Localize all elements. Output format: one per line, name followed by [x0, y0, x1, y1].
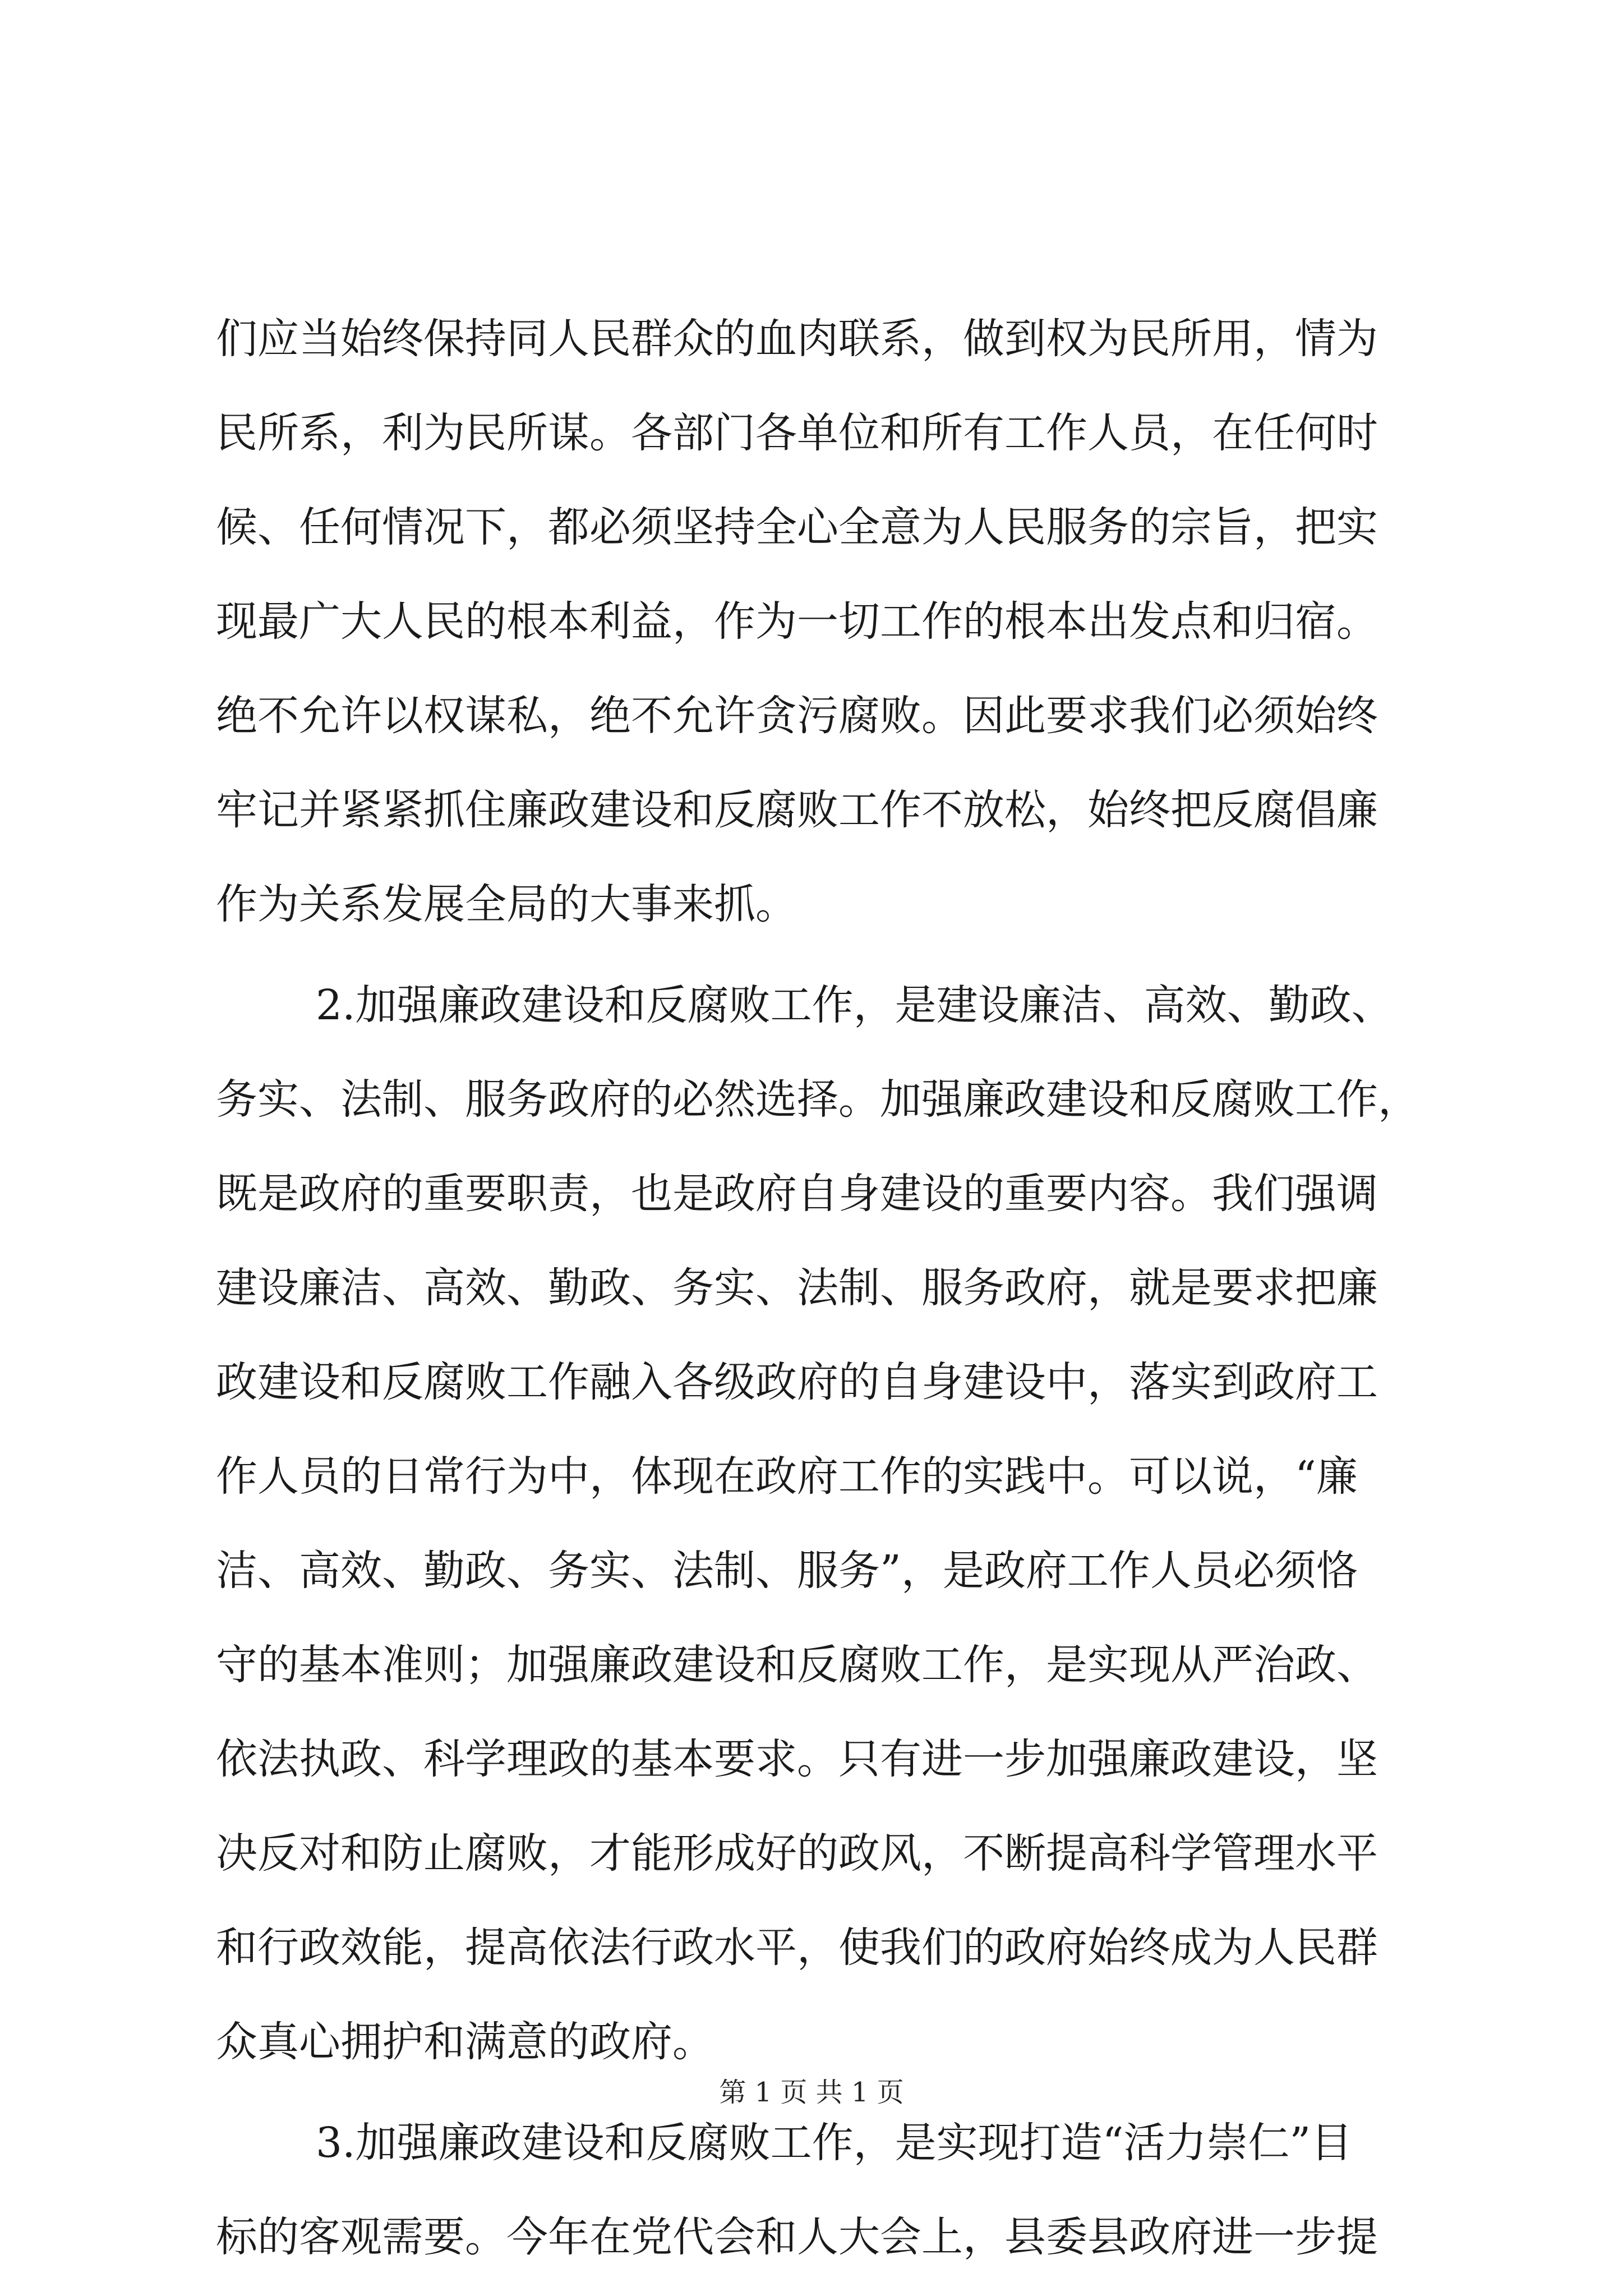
text-line: 3.加强廉政建设和反腐败工作，是实现打造“活力崇仁”目: [316, 2119, 1353, 2167]
paragraph-1: [216, 292, 1413, 951]
text-line: 决反对和防止腐败，才能形成好的政风，不断提高科学管理水平: [216, 1829, 1378, 1878]
text-line: 2.加强廉政建设和反腐败工作，是建设廉洁、高效、勤政、: [316, 981, 1393, 1029]
text-line: 作人员的日常行为中，体现在政府工作的实践中。可以说，“廉: [216, 1452, 1358, 1501]
paragraph-2: [216, 958, 1419, 2089]
text-line: 民所系，利为民所谋。各部门各单位和所有工作人员，在任何时: [216, 409, 1378, 457]
text-line: 依法执政、科学理政的基本要求。只有进一步加强廉政建设，坚: [216, 1735, 1378, 1783]
text-line: 建设廉洁、高效、勤政、务实、法制、服务政府，就是要求把廉: [216, 1264, 1378, 1312]
document-body: [216, 292, 1419, 2284]
text-line: 牢记并紧紧抓住廉政建设和反腐败工作不放松，始终把反腐倡廉: [216, 786, 1378, 834]
text-line: 和行政效能，提高依法行政水平，使我们的政府始终成为人民群: [216, 1924, 1378, 1972]
text-line: 绝不允许以权谋私，绝不允许贪污腐败。因此要求我们必须始终: [216, 692, 1378, 740]
page-footer: 第 1 页 共 1 页: [719, 2077, 904, 2108]
paragraph-3: [216, 2096, 1413, 2284]
text-line: 守的基本准则；加强廉政建设和反腐败工作，是实现从严治政、: [216, 1641, 1378, 1689]
text-line: 政建设和反腐败工作融入各级政府的自身建设中，落实到政府工: [216, 1358, 1378, 1406]
text-line: 众真心拥护和满意的政府。: [216, 2018, 714, 2066]
text-line: 既是政府的重要职责，也是政府自身建设的重要内容。我们强调: [216, 1170, 1378, 1218]
text-line: 现最广大人民的根本利益，作为一切工作的根本出发点和归宿。: [216, 597, 1378, 646]
text-line: 作为关系发展全局的大事来抓。: [216, 880, 797, 928]
text-line: 候、任何情况下，都必须坚持全心全意为人民服务的宗旨，把实: [216, 503, 1378, 551]
text-line: 务实、法制、服务政府的必然选择。加强廉政建设和反腐败工作，: [216, 1075, 1419, 1124]
text-line: 们应当始终保持同人民群众的血肉联系，做到权为民所用，情为: [216, 315, 1378, 363]
text-line: 洁、高效、勤政、务实、法制、服务”，是政府工作人员必须恪: [216, 1547, 1358, 1595]
text-line: 标的客观需要。今年在党代会和人大会上，县委县政府进一步提: [216, 2213, 1378, 2261]
